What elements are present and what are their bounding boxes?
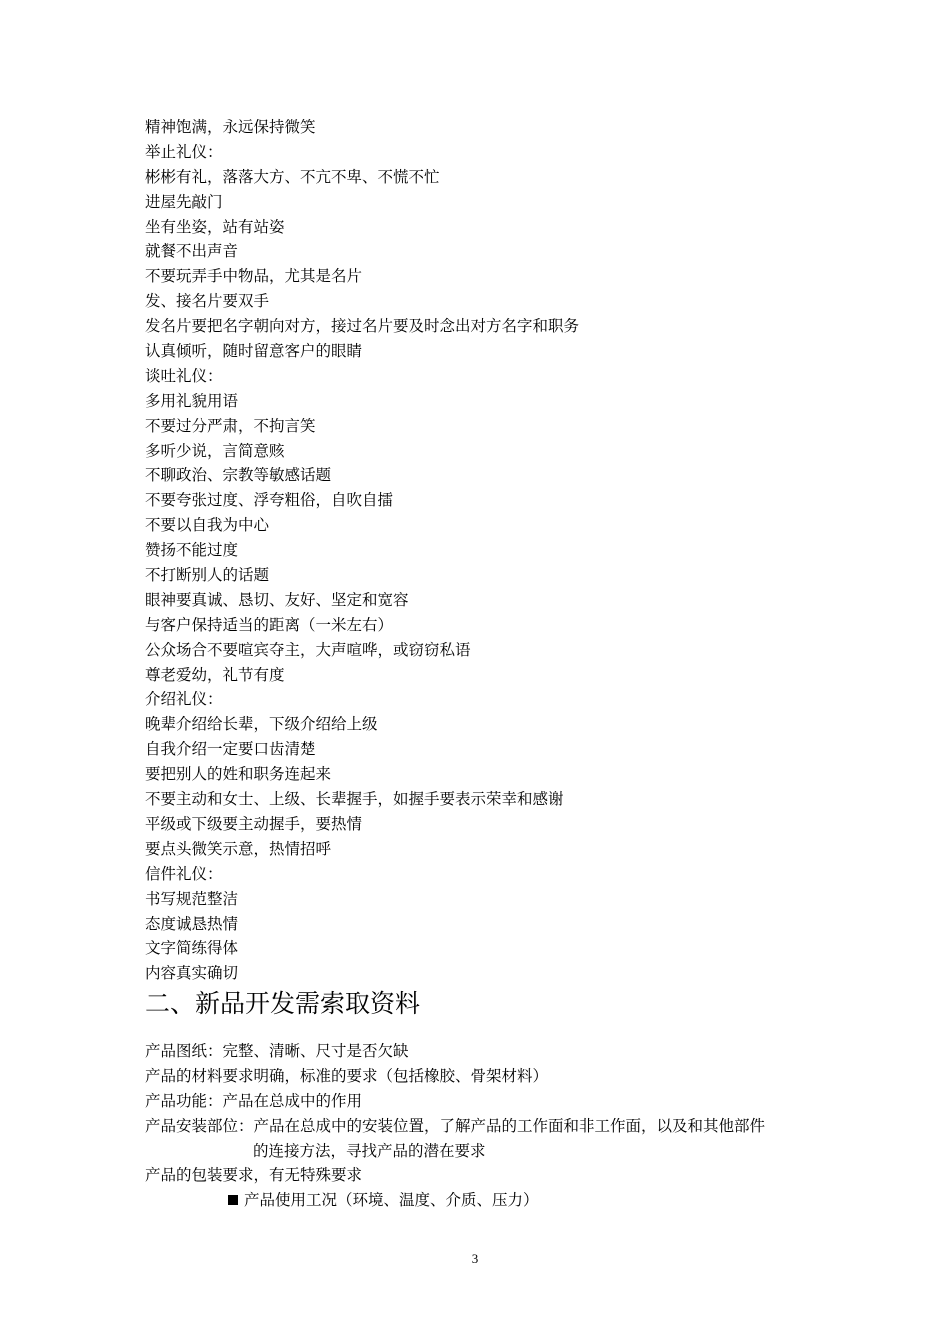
- list-item: 信件礼仪：: [145, 864, 223, 883]
- list-item: 尊老爱幼，礼节有度: [145, 665, 285, 684]
- list-item: 发名片要把名字朝向对方，接过名片要及时念出对方名字和职务: [145, 317, 580, 336]
- list-item: 多听少说，言简意赅: [145, 441, 285, 460]
- list-item: 产品功能：产品在总成中的作用: [145, 1091, 363, 1110]
- section-heading: 二、新品开发需索取资料: [145, 989, 421, 1018]
- list-item: 文字简练得体: [145, 939, 239, 958]
- requirements-list: [145, 1039, 845, 1213]
- list-item: 不要主动和女士、上级、长辈握手，如握手要表示荣幸和感谢: [145, 790, 564, 809]
- page-number: 3: [471, 1251, 479, 1266]
- etiquette-list: [145, 115, 845, 986]
- list-item: 书写规范整洁: [145, 889, 239, 908]
- list-item: 举止礼仪：: [145, 142, 223, 161]
- list-item: 精神饱满，永远保持微笑: [145, 118, 316, 136]
- list-item: 进屋先敲门: [145, 192, 223, 211]
- list-item-continuation: 的连接方法，寻找产品的潜在要求: [253, 1141, 486, 1160]
- list-item: 不要过分严肃，不拘言笑: [145, 416, 316, 435]
- square-bullet-icon: [228, 1195, 238, 1205]
- list-item: 产品安装部位：产品在总成中的安装位置，了解产品的工作面和非工作面，以及和其他部件: [145, 1116, 766, 1135]
- list-item: 不要以自我为中心: [145, 516, 270, 535]
- list-item: 产品的包装要求，有无特殊要求: [145, 1166, 363, 1185]
- list-item: 不聊政治、宗教等敏感话题: [145, 466, 332, 485]
- list-item: 平级或下级要主动握手，要热情: [145, 814, 363, 833]
- list-item: 介绍礼仪：: [145, 690, 223, 709]
- list-item: 与客户保持适当的距离（一米左右）: [145, 615, 394, 634]
- list-item: 不要夸张过度、浮夸粗俗，自吹自擂: [145, 491, 394, 510]
- bullet-item-text: 产品使用工况（环境、温度、介质、压力）: [244, 1191, 539, 1210]
- list-item: 要把别人的姓和职务连起来: [145, 765, 332, 784]
- list-item: 产品图纸：完整、清晰、尺寸是否欠缺: [145, 1042, 409, 1060]
- list-item: 态度诚恳热情: [145, 914, 239, 933]
- list-item: 多用礼貌用语: [145, 391, 239, 410]
- bullet-list-item: [145, 1188, 845, 1213]
- list-item: 公众场合不要喧宾夺主，大声喧哗，或窃窃私语: [145, 640, 471, 659]
- list-item: 产品的材料要求明确，标准的要求（包括橡胶、骨架材料）: [145, 1066, 549, 1085]
- list-item: 不要玩弄手中物品，尤其是名片: [145, 267, 363, 286]
- list-item: 坐有坐姿，站有站姿: [145, 217, 285, 236]
- list-item: 晚辈介绍给长辈，下级介绍给上级: [145, 715, 378, 734]
- list-item: 赞扬不能过度: [145, 541, 239, 560]
- list-item: 内容真实确切: [145, 964, 239, 983]
- list-item: 谈吐礼仪：: [145, 366, 223, 385]
- list-item: 自我介绍一定要口齿清楚: [145, 740, 316, 759]
- list-item: 要点头微笑示意，热情招呼: [145, 839, 332, 858]
- list-item: 眼神要真诚、恳切、友好、坚定和宽容: [145, 590, 409, 609]
- list-item: 不打断别人的话题: [145, 566, 270, 585]
- list-item: 认真倾听，随时留意客户的眼睛: [145, 342, 363, 361]
- list-item: 发、接名片要双手: [145, 292, 270, 311]
- list-item: 彬彬有礼，落落大方、不亢不卑、不慌不忙: [145, 167, 440, 186]
- list-item: 就餐不出声音: [145, 242, 239, 261]
